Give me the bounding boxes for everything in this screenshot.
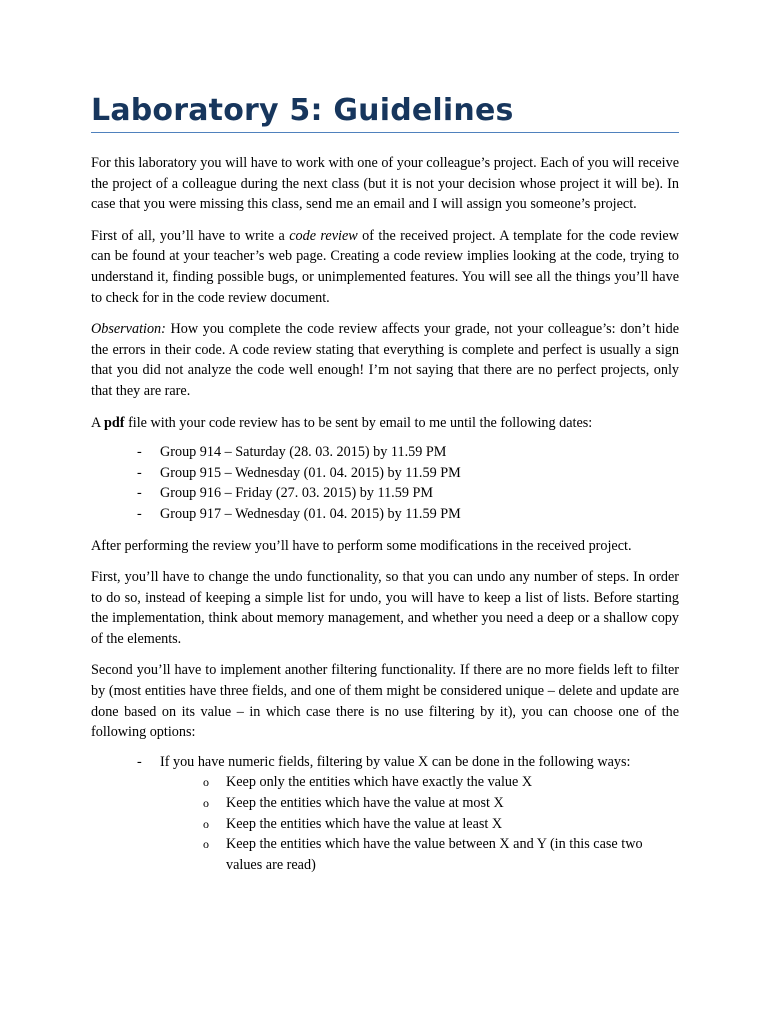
text-run: file with your code review has to be sent by email to me until the following dates:: [124, 414, 593, 431]
filtering-paragraph: Second you’ll have to implement another filtering functionality. If there are no more fields left to filter by (most entities have three fields, and one of them might be considered unique – delete and update are done based on its value – in which case there is no use filtering by it), you can choose one of the following options:: [91, 662, 679, 741]
text-run: How you complete the code review affects your grade, not your colleague’s: don’t hide the errors in their code. A code review stating that everything is complete and perfect is usually a sign that you did not analyze the code well enough! I’m not saying that there are no perfect projects, only that they are rare.: [91, 321, 679, 399]
text-run: A: [91, 414, 105, 431]
list-item: o Keep the entities which have the value at least X: [91, 814, 679, 835]
list-item: - Group 915 – Wednesday (01. 04. 2015) by 11.59 PM: [91, 463, 679, 484]
page-title: Laboratory 5: Guidelines: [91, 93, 679, 133]
pdf-paragraph: [91, 413, 679, 434]
list-item: - Group 916 – Friday (27. 03. 2015) by 11.59 PM: [91, 483, 679, 504]
intro-paragraph: For this laboratory you will have to work with one of your colleague’s project. Each of you will receive the project of a colleague during the next class (but it is not your decision whose project it will be). In case that you were missing this class, send me an email and I will assign you someone’s project.: [91, 155, 679, 213]
option-lead: If you have numeric fields, filtering by value X can be done in the following ways:: [160, 753, 631, 770]
observation-label: Observation:: [91, 321, 166, 338]
modifications-paragraph: After performing the review you’ll have to perform some modifications in the received project.: [91, 537, 632, 554]
list-item: [91, 752, 679, 876]
undo-paragraph: First, you’ll have to change the undo functionality, so that you can undo any number of steps. In order to do so, instead of keeping a simple list for undo, you will have to keep a list of lists. Before starting the implementation, think about memory management, and whether you need a deep or a shallow copy of the elements.: [91, 569, 679, 647]
options-list: [91, 752, 679, 876]
list-item: - Group 914 – Saturday (28. 03. 2015) by 11.59 PM: [91, 442, 679, 463]
pdf-term: pdf: [104, 414, 125, 431]
deadline-list: [91, 442, 679, 524]
observation-paragraph: [91, 319, 679, 401]
document-page: [91, 93, 679, 875]
list-item: o Keep only the entities which have exactly the value X: [91, 772, 679, 793]
text-run: First of all, you’ll have to write a: [91, 227, 290, 244]
code-review-term: code review: [289, 227, 358, 244]
code-review-paragraph: [91, 226, 679, 308]
list-item: - Group 917 – Wednesday (01. 04. 2015) by 11.59 PM: [91, 504, 679, 525]
text-run: of the received project. A template for the code review can be found at your teacher’s web page. Creating a code review implies looking at the code, trying to understand it, finding possible bugs, or unimplemented features. You will see all the things you’ll have to check for in the code review document.: [91, 227, 679, 306]
list-item: o Keep the entities which have the value between X and Y (in this case two values are read): [91, 834, 679, 875]
sub-options-list: [91, 772, 679, 875]
list-item: o Keep the entities which have the value at most X: [91, 793, 679, 814]
